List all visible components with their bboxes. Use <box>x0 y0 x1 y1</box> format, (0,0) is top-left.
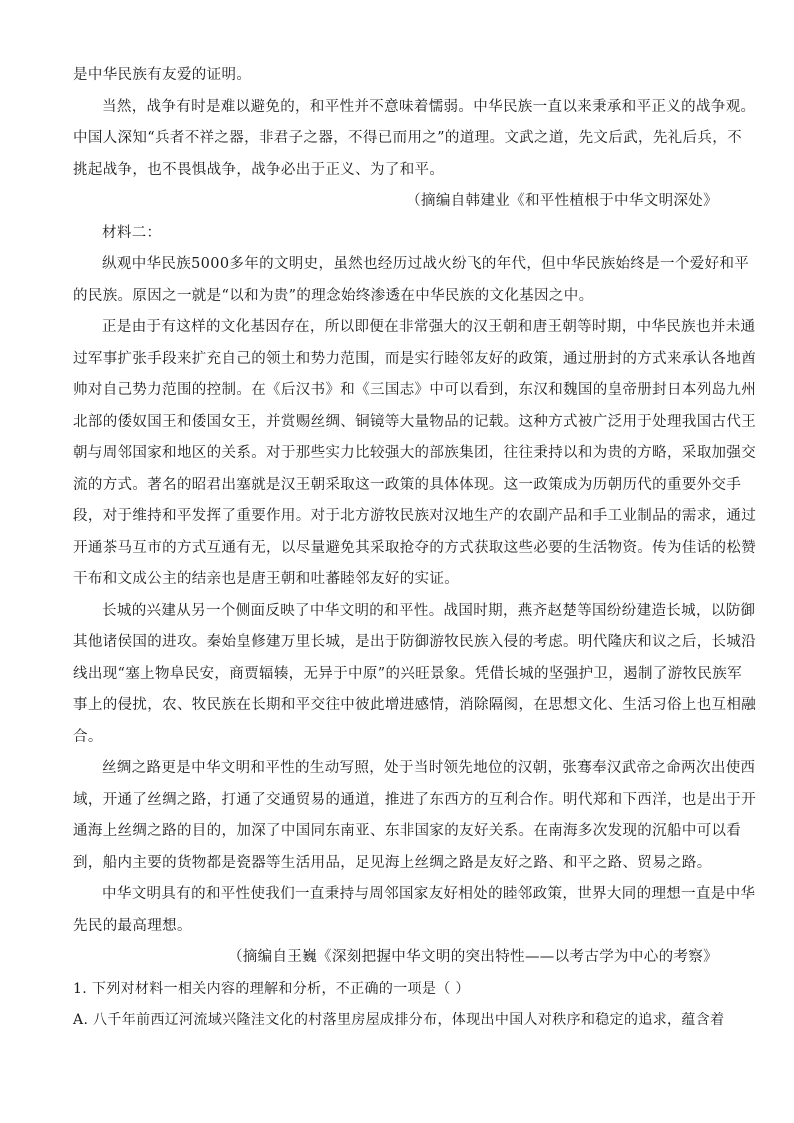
paragraph-start: 长城的兴建从另一个侧面反映了中华文明的和平性。战国时期，燕齐赵楚等国纷纷建造长城，以防御 <box>102 602 756 619</box>
paragraph-start: 丝绸之路更是中华文明和平性的生动写照，处于当时领先地位的汉朝，张骞奉汉武帝之命两次出使西 <box>102 760 756 776</box>
body-text-line: 到，船内主要的货物都是瓷器等生活用品，足见海上丝绸之路是友好之路、和平之路、贸易之路。 <box>73 854 712 871</box>
body-text-line: 开通茶马互市的方式互通有无，以尽量避免其采取抢夺的方式获取这些必要的生活物资。传为佳话的松赞 <box>73 539 757 556</box>
document-page <box>73 60 757 1037</box>
body-text-line: 的民族。原因之一就是“以和为贵”的理念始终渗透在中华民族的文化基因之中。 <box>73 287 594 304</box>
paragraph-start: 当然，战争有时是难以避免的，和平性并不意味着懦弱。中华民族一直以来秉承和平正义的战争观。 <box>102 98 756 115</box>
body-text-line: 帅对自己势力范围的控制。在《后汉书》和《三国志》中可以看到，东汉和魏国的皇帝册封日本列岛九州 <box>73 382 757 398</box>
body-text-line: 干布和文成公主的结亲也是唐王朝和吐蕃睦邻友好的实证。 <box>73 571 460 587</box>
body-text-line: 朝与周邻国家和地区的关系。对于那些实力比较强大的部族集团，往往秉持以和为贵的方略，采取加强交 <box>73 445 757 461</box>
body-text-line: 段，对于维持和平发挥了重要作用。对于北方游牧民族对汉地生产的农副产品和手工业制品的需求，通过 <box>73 508 757 524</box>
body-text-line: 其他诸侯国的进攻。秦始皇修建万里长城，是出于防御游牧民族入侵的考虑。明代隆庆和议之后，长城沿 <box>73 634 757 650</box>
body-text-line: 线出现“塞上物阜民安，商贾辐辏，无异于中原”的兴旺景象。凭借长城的坚强护卫，遏制了游牧民族军 <box>73 665 742 682</box>
paragraph-start: 纵观中华民族5000多年的文明史，虽然也经历过战火纷飞的年代，但中华民族始终是一个爱好和平 <box>102 256 750 272</box>
body-text-line: 北部的倭奴国王和倭国女王，并赏赐丝绸、铜镜等大量物品的记载。这种方式被广泛用于处理我国古代王 <box>73 413 757 430</box>
source-citation: （摘编自王巍《深刻把握中华文明的突出特性——以考古学为中心的考察》 <box>227 949 718 965</box>
paragraph-start: 正是由于有这样的文化基因存在，所以即便在非常强大的汉王朝和唐王朝等时期，中华民族也并未通 <box>102 319 756 335</box>
body-text-line: 中国人深知“兵者不祥之器，非君子之器，不得已而用之”的道理。文武之道，先文后武，先礼后兵，不 <box>73 130 742 146</box>
paragraph-start: 中华文明具有的和平性使我们一直秉持与周邻国家友好相处的睦邻政策，世界大同的理想一直是中华 <box>102 886 756 902</box>
body-text-line: 通海上丝绸之路的目的，加深了中国同东南亚、东非国家的友好关系。在南海多次发现的沉船中可以看 <box>73 823 742 839</box>
body-text-line: 是中华民族有友爱的证明。 <box>73 67 252 83</box>
body-text-line: 挑起战争，也不畏惧战争，战争必出于正义、为了和平。 <box>73 161 445 178</box>
body-text-line: 过军事扩张手段来扩充自己的领土和势力范围，而是实行睦邻友好的政策，通过册封的方式来承认各地酋 <box>73 350 757 367</box>
body-text-line: 流的方式。著名的昭君出塞就是汉王朝采取这一政策的具体体现。这一政策成为历朝历代的重要外交手 <box>73 476 742 493</box>
body-text-line: 先民的最高理想。 <box>73 917 192 934</box>
body-text-line: 域，开通了丝绸之路，打通了交通贸易的通道，推进了东西方的互利合作。明代郑和下西洋，也是出于开 <box>73 791 757 808</box>
body-text-line: 事上的侵扰，农、牧民族在长期和平交往中彼此增进感情，消除隔阂，在思想文化、生活习俗上也互相融 <box>73 697 757 713</box>
question-stem: 1. 下列对材料一相关内容的理解和分析，不正确的一项是（ ） <box>73 980 470 997</box>
section-heading: 材料二： <box>102 224 162 241</box>
answer-option-a: A. 八千年前西辽河流域兴隆洼文化的村落里房屋成排分布，体现出中国人对秩序和稳定的追求，蕴含着 <box>73 1012 725 1028</box>
source-citation: （摘编自韩建业《和平性植根于中华文明深处》 <box>406 193 718 209</box>
body-text-line: 合。 <box>73 728 103 745</box>
